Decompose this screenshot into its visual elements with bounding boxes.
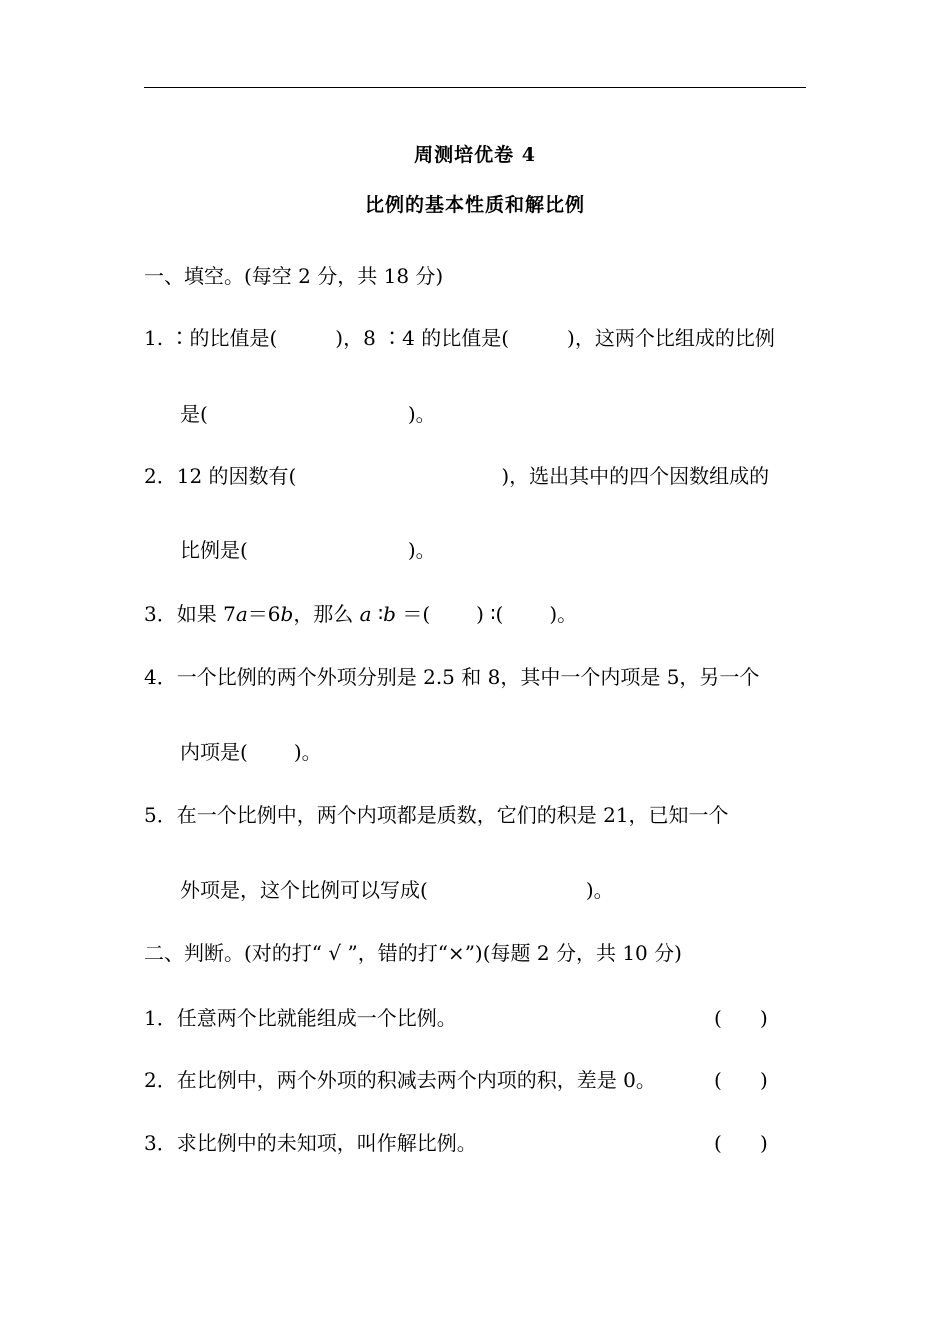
question-text: 如果 7 (176, 602, 236, 626)
question-number: 1． (144, 1006, 177, 1030)
question-text: 比例是( (180, 538, 248, 562)
question-number: 2． (144, 1068, 177, 1092)
judge-item-2 (144, 1068, 656, 1092)
question-number: 2． (144, 464, 177, 488)
question-text: ) ∶( (476, 602, 504, 626)
judge-answer-2[interactable]: ( ) (714, 1068, 768, 1092)
question-1-line-2 (180, 402, 436, 426)
question-text: ，那么 (293, 602, 360, 626)
question-text: 12 的因数有( (176, 464, 297, 488)
judge-item-3 (144, 1131, 477, 1155)
question-5-line-2 (180, 878, 614, 902)
page-title: 周测培优卷 4 (414, 144, 536, 166)
question-number: 1. (144, 326, 170, 350)
question-text: )。 (585, 878, 614, 902)
judge-answer-3[interactable]: ( ) (714, 1131, 768, 1155)
question-text: ∶ (371, 602, 384, 626)
question-text: 内项是( (180, 740, 248, 764)
question-2-line-1 (144, 464, 769, 488)
variable-b: b (383, 602, 396, 626)
question-text: 是( (180, 402, 208, 426)
question-text: )。 (293, 740, 322, 764)
question-text: )，选出其中的四个因数组成的 (501, 464, 770, 488)
judge-answer-1[interactable]: ( ) (714, 1006, 768, 1030)
header-rule (144, 87, 806, 88)
question-2-line-2 (180, 538, 436, 562)
question-text: ＝( (395, 602, 431, 626)
section2-heading: 二、判断。(对的打“ √ ”，错的打“×”)(每题 2 分，共 10 分) (144, 941, 682, 965)
question-text: ＝6 (247, 602, 281, 626)
variable-a: a (235, 602, 248, 626)
question-text: 在比例中，两个外项的积减去两个内项的积，差是 0。 (176, 1068, 656, 1092)
question-text: )。 (549, 602, 578, 626)
question-3 (144, 602, 577, 626)
judge-item-1 (144, 1006, 457, 1030)
question-text: 任意两个比就能组成一个比例。 (176, 1006, 457, 1030)
variable-b: b (280, 602, 294, 626)
question-4-line-1 (144, 665, 759, 689)
question-text: 外项是，这个比例可以写成( (180, 878, 428, 902)
question-5-line-1 (144, 803, 729, 827)
question-text: )，8 ∶4 的比值是( (335, 326, 510, 350)
question-text: )。 (407, 402, 436, 426)
question-1-line-1 (144, 326, 775, 350)
question-4-line-2 (180, 740, 322, 764)
question-number: 3． (144, 602, 177, 626)
page-subtitle: 比例的基本性质和解比例 (364, 194, 585, 216)
question-text: 在一个比例中，两个内项都是质数，它们的积是 21，已知一个 (176, 803, 729, 827)
question-number: 3． (144, 1131, 177, 1155)
question-text: 一个比例的两个外项分别是 2.5 和 8，其中一个内项是 5，另一个 (176, 665, 760, 689)
question-number: 4． (144, 665, 177, 689)
question-number: 5． (144, 803, 177, 827)
variable-a: a (359, 602, 372, 626)
question-text: )。 (407, 538, 436, 562)
section1-heading: 一、填空。(每空 2 分，共 18 分) (144, 264, 444, 288)
question-text: 求比例中的未知项，叫作解比例。 (176, 1131, 477, 1155)
question-text: ∶的比值是( (169, 326, 278, 350)
question-text: )，这两个比组成的比例 (567, 326, 775, 350)
